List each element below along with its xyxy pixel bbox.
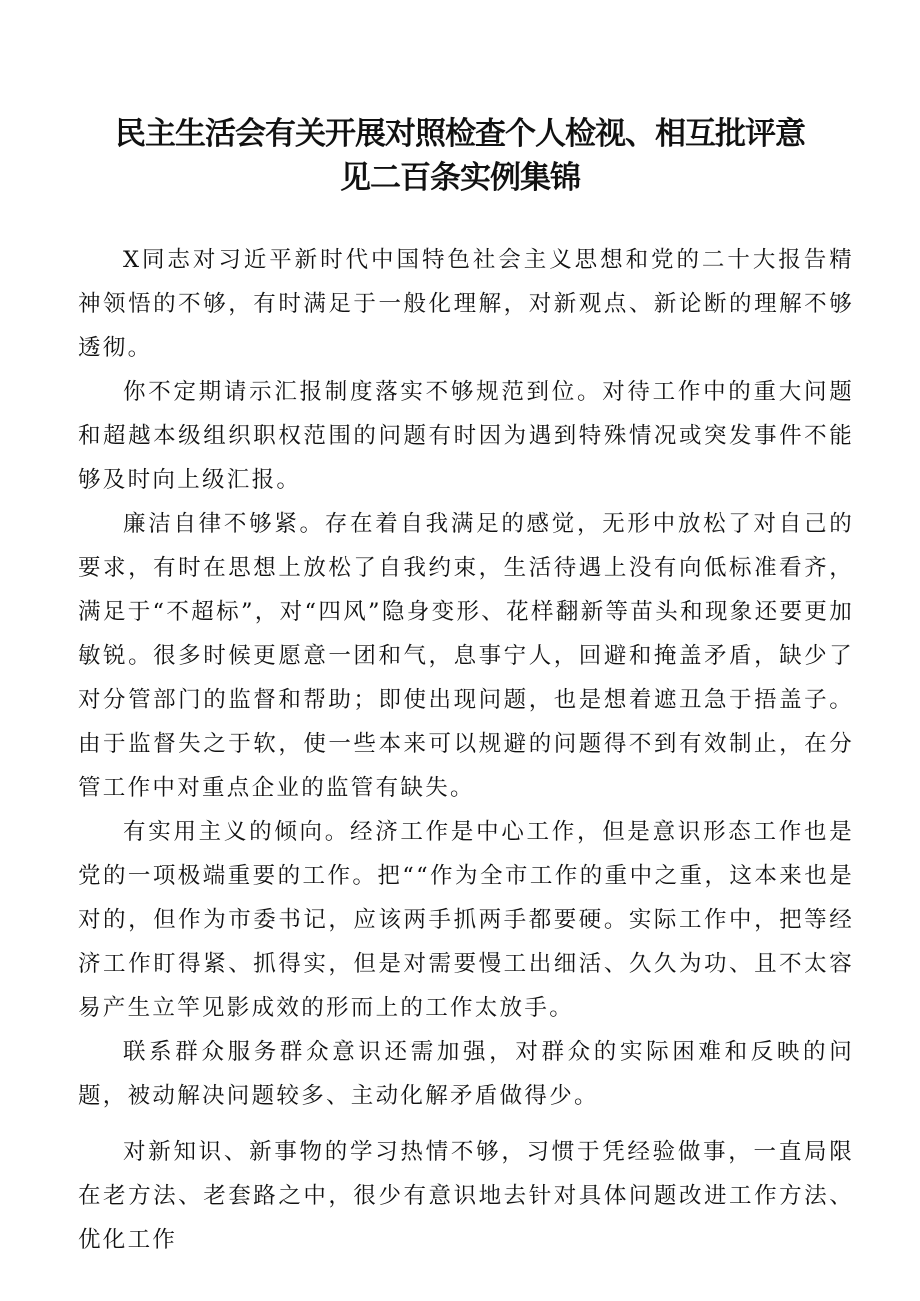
document-title	[100, 112, 820, 200]
paragraph: 有实用主义的倾向。经济工作是中心工作，但是意识形态工作也是党的一项极端重要的工作。把““作为全市工作的重中之重，这本来也是对的，但作为市委书记，应该两手抓两手都要硬。实际工作中，把等经济工作盯得紧、抓得实，但是对需要慢工出细活、久久为功、且不太容易产生立竿见影成效的形而上的工作太放手。	[78, 819, 854, 1021]
title-line-2: 见二百条实例集锦	[340, 160, 580, 196]
paragraph: 对新知识、新事物的学习热情不够，习惯于凭经验做事，一直局限在老方法、老套路之中，很少有意识地去针对具体问题改进工作方法、优化工作	[78, 1139, 854, 1253]
document-body	[78, 238, 854, 1262]
title-line-1: 民主生活会有关开展对照检查个人检视、相互批评意	[115, 116, 805, 152]
paragraph: 联系群众服务群众意识还需加强，对群众的实际困难和反映的问题，被动解决问题较多、主动化解矛盾做得少。	[78, 1039, 854, 1109]
paragraph: 你不定期请示汇报制度落实不够规范到位。对待工作中的重大问题和超越本级组织职权范围的问题有时因为遇到特殊情况或突发事件不能够及时向上级汇报。	[78, 379, 854, 493]
paragraph: 廉洁自律不够紧。存在着自我满足的感觉，无形中放松了对自己的要求，有时在思想上放松了自我约束，生活待遇上没有向低标准看齐，满足于“不超标”，对“四风”隐身变形、花样翻新等苗头和现象还要更加敏锐。很多时候更愿意一团和气，息事宁人，回避和掩盖矛盾，缺少了对分管部门的监督和帮助；即使出现问题，也是想着遮丑急于捂盖子。由于监督失之于软，使一些本来可以规避的问题得不到有效制止，在分管工作中对重点企业的监管有缺失。	[78, 511, 854, 801]
paragraph: X同志对习近平新时代中国特色社会主义思想和党的二十大报告精神领悟的不够，有时满足于一般化理解，对新观点、新论断的理解不够透彻。	[78, 247, 854, 361]
